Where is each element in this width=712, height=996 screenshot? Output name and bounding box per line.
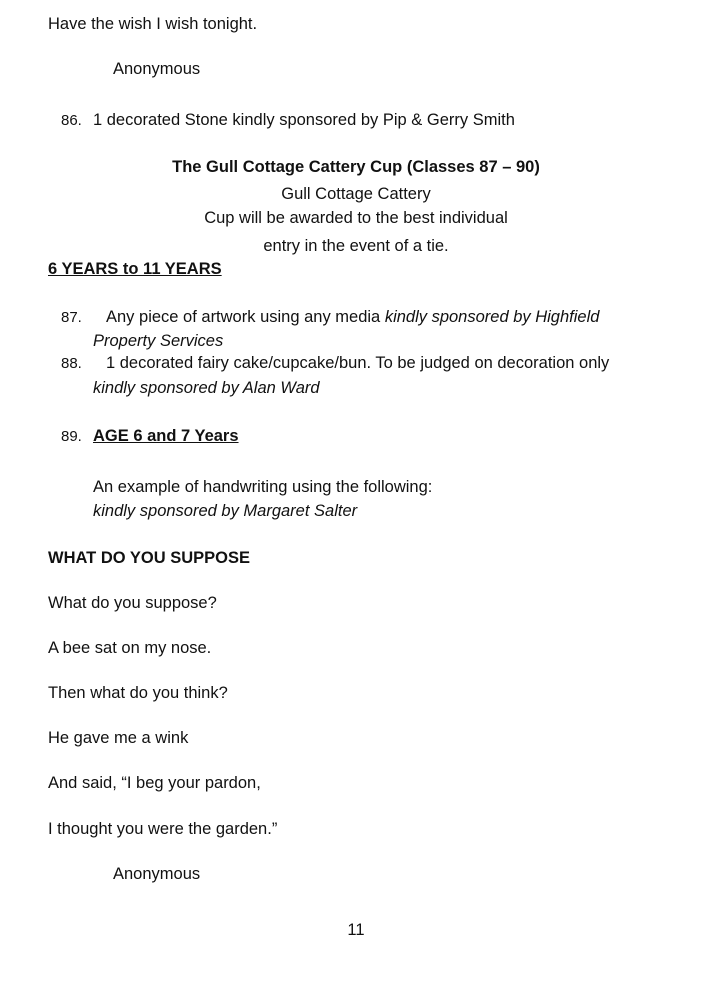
poem1-last-line: Have the wish I wish tonight. (48, 15, 258, 33)
item-88-text: 1 decorated fairy cake/cupcake/bun. To be judged on decoration only (106, 354, 610, 372)
poem2-title: WHAT DO YOU SUPPOSE (48, 549, 250, 567)
cup-line-1: Gull Cottage Cattery (281, 185, 431, 203)
section-heading: 6 YEARS to 11 YEARS (48, 260, 222, 278)
item-87-sponsor-continued: Property Services (93, 332, 224, 350)
item-86-text: 1 decorated Stone kindly sponsored by Pip & Gerry Smith (93, 111, 515, 129)
item-87-description: Any piece of artwork using any media (106, 308, 385, 326)
item-89-sponsor: kindly sponsored by Margaret Salter (93, 502, 358, 520)
item-86-number: 86. (61, 112, 82, 129)
item-87-number: 87. (61, 309, 82, 326)
cup-line-3: entry in the event of a tie. (263, 237, 449, 255)
item-88-sponsor: kindly sponsored by Alan Ward (93, 379, 320, 397)
item-89-number: 89. (61, 428, 82, 445)
poem2-line: And said, “I beg your pardon, (48, 774, 261, 792)
poem2-line: What do you suppose? (48, 594, 217, 612)
poem2-line: I thought you were the garden.” (48, 820, 278, 838)
poem2-author: Anonymous (113, 865, 201, 883)
item-87-text (106, 306, 599, 328)
cup-title: The Gull Cottage Cattery Cup (Classes 87 – 90) (172, 158, 540, 176)
cup-line-2: Cup will be awarded to the best individual (204, 209, 508, 227)
item-88-number: 88. (61, 355, 82, 372)
poem2-line: Then what do you think? (48, 684, 228, 702)
item-87-sponsor: kindly sponsored by Highfield (384, 308, 600, 326)
poem1-author: Anonymous (113, 60, 201, 78)
page-number: 11 (347, 921, 365, 939)
poem2-line: A bee sat on my nose. (48, 639, 212, 657)
poem2-line: He gave me a wink (48, 729, 189, 747)
item-89-heading: AGE 6 and 7 Years (93, 427, 239, 445)
item-89-text: An example of handwriting using the following: (93, 478, 433, 496)
